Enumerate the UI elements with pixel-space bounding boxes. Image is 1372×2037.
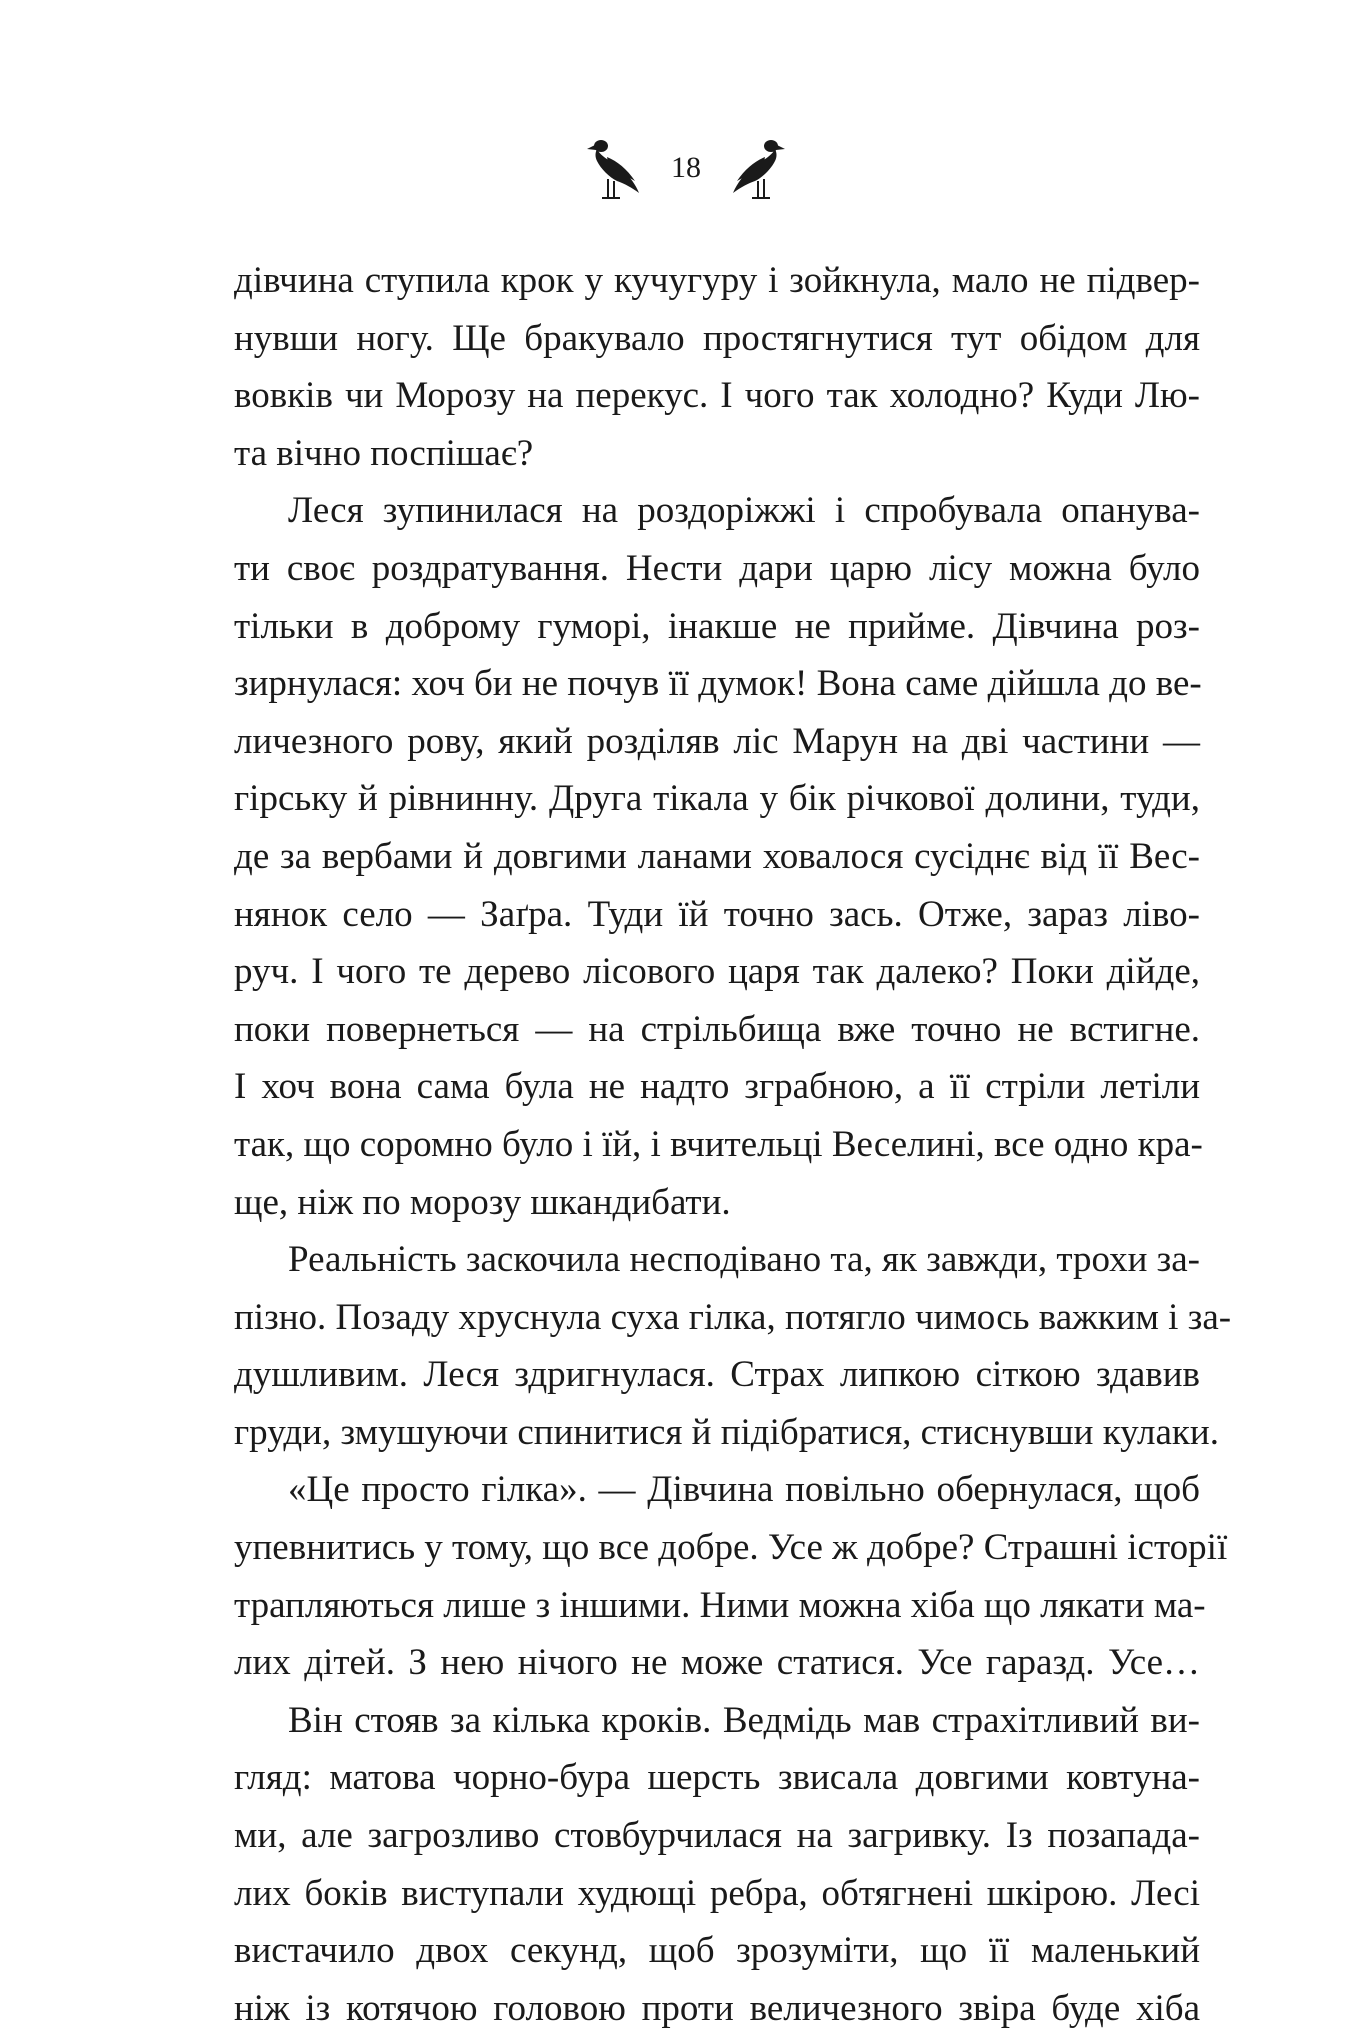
text-line: ще, ніж по морозу шкандибати. — [234, 1181, 731, 1223]
text-line: тільки в доброму гуморі, інакше не прийме. Дівчина роз- — [234, 605, 1200, 647]
text-line: де за вербами й довгими ланами ховалося сусіднє від її Вес- — [234, 835, 1200, 877]
text-line: Він стояв за кілька кроків. Ведмідь мав страхітливий ви- — [288, 1699, 1200, 1741]
text-line: вовків чи Морозу на перекус. І чого так холодно? Куди Лю- — [234, 375, 1200, 417]
text-line: вистачило двох секунд, щоб зрозуміти, що її маленький — [234, 1930, 1200, 1972]
text-line: пізно. Позаду хруснула суха гілка, потягло чимось важким і за- — [234, 1296, 1232, 1338]
body-text — [234, 252, 1232, 2037]
page-number: 18 — [671, 151, 701, 184]
text-line: так, що соромно було і їй, і вчительці Веселині, все одно кра- — [234, 1123, 1203, 1165]
text-line: душливим. Леся здригнулася. Страх липкою сіткою здавив — [234, 1354, 1200, 1396]
text-line: Реальність заскочила несподівано та, як завжди, трохи за- — [288, 1239, 1200, 1281]
text-line: лих дітей. З нею нічого не може статися. Усе гаразд. Усе… — [234, 1642, 1200, 1684]
text-line: нянок село — Заґра. Туди їй точно зась. Отже, зараз ліво- — [234, 893, 1200, 935]
raven-right-icon — [729, 131, 787, 205]
raven-left-icon — [585, 131, 643, 205]
text-line: трапляються лише з іншими. Ними можна хіба що лякати ма- — [234, 1584, 1206, 1626]
text-line: груди, змушуючи спинитися й підібратися, стиснувши кулаки. — [234, 1411, 1219, 1453]
text-line: лих боків виступали худющі ребра, обтягнені шкірою. Лесі — [234, 1872, 1200, 1914]
text-line: «Це просто гілка». — Дівчина повільно обернулася, щоб — [288, 1469, 1200, 1511]
page-header — [0, 128, 1372, 208]
text-line: поки повернеться — на стрільбища вже точно не встигне. — [234, 1008, 1200, 1050]
text-line: гірську й рівнинну. Друга тікала у бік річкової долини, туди, — [234, 778, 1200, 820]
text-line: дівчина ступила крок у кучугуру і зойкнула, мало не підвер- — [234, 260, 1200, 301]
text-line: та вічно поспішає? — [234, 432, 534, 474]
text-line: упевнитись у тому, що все добре. Усе ж добре? Страшні історії — [234, 1527, 1228, 1569]
text-line: нувши ногу. Ще бракувало простягнутися тут обідом для — [234, 317, 1200, 359]
text-line: зирнулася: хоч би не почув її думок! Вона саме дійшла до ве- — [234, 663, 1202, 705]
text-line: ніж із котячою головою проти величезного звіра буде хіба — [234, 1987, 1200, 2029]
text-line: руч. І чого те дерево лісового царя так далеко? Поки дійде, — [234, 951, 1200, 993]
text-line: ти своє роздратування. Нести дари царю лісу можна було — [234, 547, 1200, 589]
text-line: ми, але загрозливо стовбурчилася на загривку. Із позапада- — [234, 1815, 1200, 1857]
text-line: гляд: матова чорно-бура шерсть звисала довгими ковтуна- — [234, 1757, 1200, 1799]
text-line: личезного рову, який розділяв ліс Марун на дві частини — — [234, 720, 1200, 762]
text-line: Леся зупинилася на роздоріжжі і спробувала опанува- — [288, 490, 1200, 532]
text-line: І хоч вона сама була не надто зграбною, а її стріли летіли — [234, 1066, 1200, 1108]
